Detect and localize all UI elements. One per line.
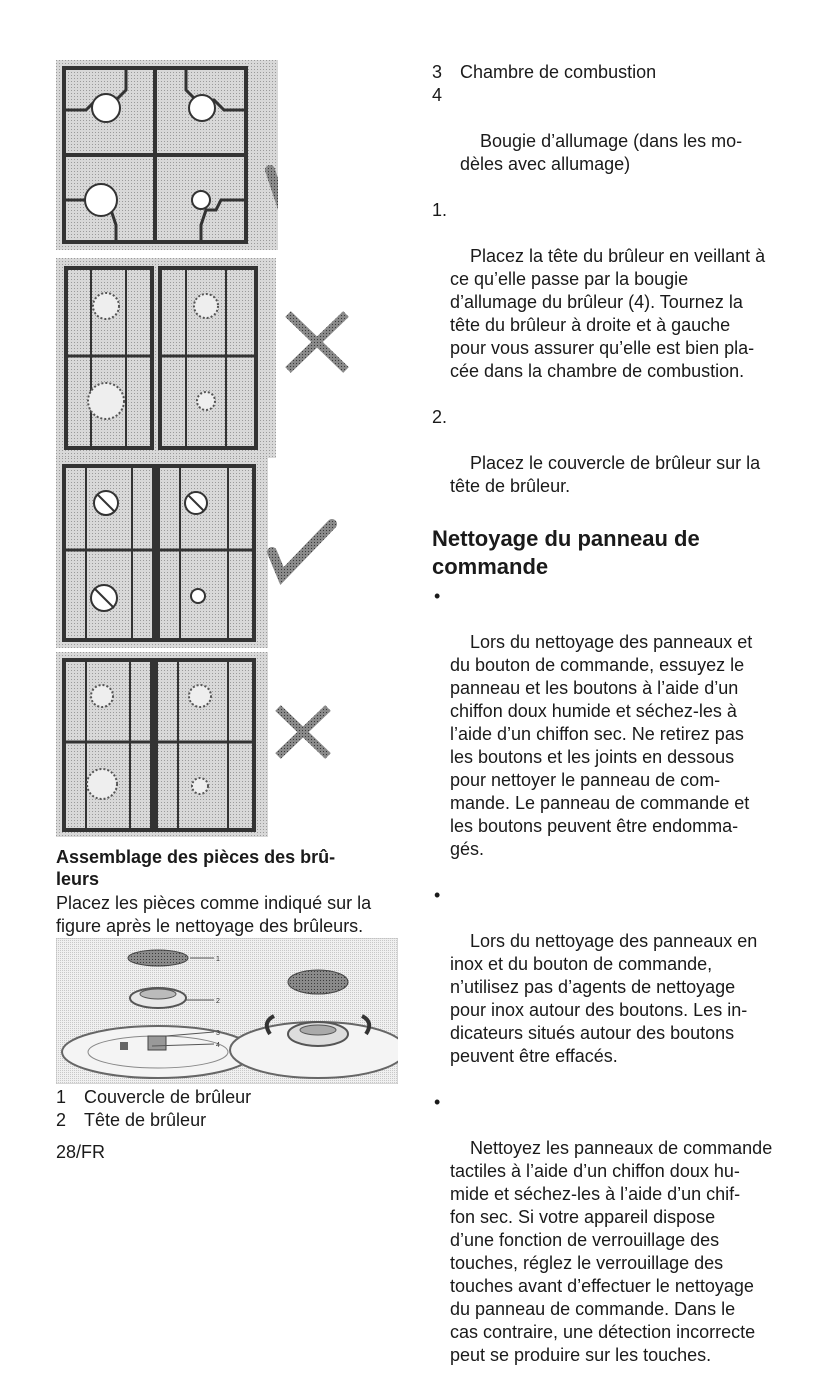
cross-icon <box>288 314 346 370</box>
grate-figure-3 <box>56 458 346 648</box>
section-heading-burner-assembly: Assemblage des pièces des brû- leurs <box>56 847 336 889</box>
list-item: 2 Tête de brûleur <box>56 1110 207 1130</box>
list-item: 4 Bougie d’allumage (dans les mo- dèles avec allumage) <box>432 85 743 174</box>
section-heading-control-panel: Nettoyage du panneau de commande <box>432 526 700 579</box>
cross-icon <box>278 708 328 756</box>
bullet-item-3: • Nettoyez les panneaux de commande tactiles à l’aide d’un chiffon doux hu- mide et séchez-les à l’aide d’un chif- fon sec. Si votre appareil dispose d’une fonction de verrouillage des touches, réglez le verrouillage des touches avant d’effectuer le nettoyage du panneau de commande. Dans le cas contraire, une détection incorrecte peut se produire sur les touches. <box>434 1092 773 1365</box>
callout-2: 2 <box>216 998 220 1005</box>
burner-assembly-intro: Placez les pièces comme indiqué sur la figure après le nettoyage des brûleurs. <box>56 893 372 936</box>
grate-figure-2 <box>56 258 356 458</box>
step-1: 1. Placez la tête du brûleur en veillant à ce qu’elle passe par la bougie d’allumage du brûleur (4). Tournez la tête du brûleur à droite et à gauche pour vous assurer qu’elle est bien pla- cée dans la chambre de combustion. <box>432 200 766 381</box>
bullet-item-2: • Lors du nettoyage des panneaux en inox et du bouton de commande, n’utilisez pas d’agents de nettoyage pour inox autour des boutons. Les in- dicateurs situés autour des boutons peuvent être effacés. <box>434 885 758 1066</box>
bullet-item-1: • Lors du nettoyage des panneaux et du bouton de commande, essuyez le panneau et les boutons à l’aide d’un chiffon doux humide et séchez-les à l’aide d’un chiffon sec. Ne retirez pas les boutons et les joints en dessous pour nettoyer le panneau de com- mande. Le panneau de commande et les boutons peuvent être endomma- gés. <box>434 586 753 859</box>
grate-figure-1 <box>56 60 278 250</box>
burner-exploded-diagram <box>56 938 398 1084</box>
callout-1: 1 <box>216 956 220 963</box>
callout-3: 3 <box>216 1030 220 1037</box>
list-item: 1 Couvercle de brûleur <box>56 1087 252 1107</box>
grate-figure-4 <box>56 652 346 837</box>
callout-4: 4 <box>216 1042 220 1049</box>
parts-list-left <box>56 1086 396 1132</box>
page-number: 28/FR <box>56 1142 106 1162</box>
checkmark-icon <box>272 524 332 576</box>
step-2: 2. Placez le couvercle de brûleur sur la tête de brûleur. <box>432 407 761 496</box>
right-column <box>432 61 792 1390</box>
list-item: 3 Chambre de combustion <box>432 62 657 82</box>
